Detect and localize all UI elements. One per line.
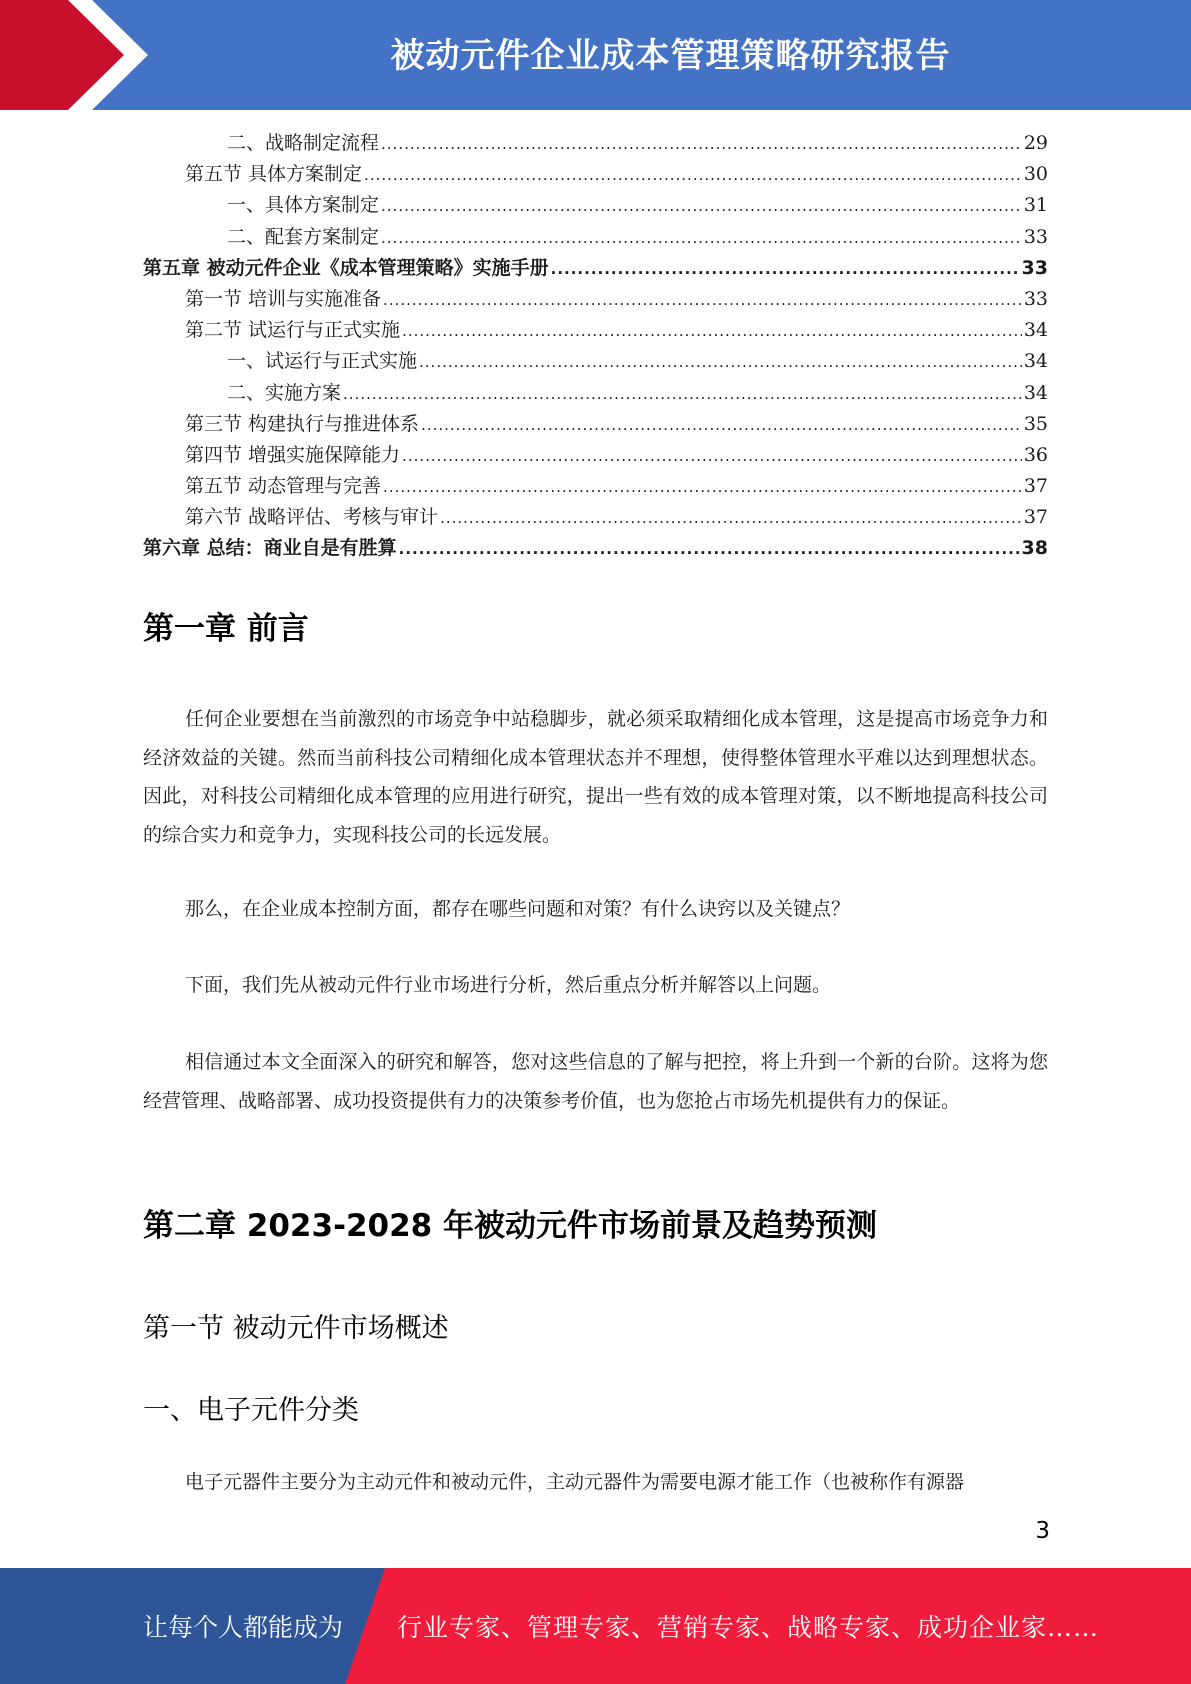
toc-entry-label: 第二节 试运行与正式实施 (185, 319, 401, 342)
toc-entry-page: 33 (1023, 225, 1048, 248)
subsection-heading: 一、电子元件分类 (143, 1395, 359, 1426)
toc-entry-page: 29 (1023, 132, 1048, 154)
chapter-1-heading: 第一章 前言 (143, 611, 309, 647)
toc-entry-page: 33 (1021, 256, 1048, 279)
toc-leader-dots (343, 379, 1022, 410)
toc-entry-page: 34 (1023, 319, 1048, 342)
toc-entry-label: 第五节 动态管理与完善 (185, 475, 382, 498)
toc-entry-label: 第五章 被动元件企业《成本管理策略》实施手册 (143, 256, 549, 279)
toc-entry-page: 37 (1023, 475, 1048, 498)
toc-entry[interactable] (143, 440, 1048, 471)
section-heading: 第一节 被动元件市场概述 (143, 1313, 449, 1344)
toc-entry-page: 36 (1023, 443, 1048, 466)
toc-entry[interactable] (143, 315, 1048, 346)
toc-entry-page: 31 (1023, 194, 1048, 217)
toc-leader-dots (402, 316, 1022, 347)
toc-entry-label: 二、战略制定流程 (227, 132, 380, 154)
chapter-2-paragraph: 电子元器件主要分为主动元件和被动元件，主动元器件为需要电源才能工作（也被称作有源器 (185, 1471, 965, 1493)
toc-entry-label: 第六章 总结：商业自是有胜算 (143, 537, 397, 560)
chapter-1-paragraph-2: 那么，在企业成本控制方面，都存在哪些问题和对策？有什么诀窍以及关键点？ (185, 898, 851, 920)
header-arrow-decoration (0, 0, 160, 110)
toc-entry-page: 30 (1023, 163, 1048, 186)
footer-slogan-left: 让每个人都能成为 (143, 1613, 344, 1642)
toc-entry-label: 第五节 具体方案制定 (185, 163, 363, 186)
toc-entry[interactable] (143, 253, 1048, 284)
toc-entry-page: 38 (1021, 537, 1048, 560)
toc-entry-label: 一、试运行与正式实施 (227, 350, 418, 373)
toc-leader-dots (399, 534, 1020, 565)
toc-entry-label: 第四节 增强实施保障能力 (185, 443, 401, 466)
toc-entry-label: 第三节 构建执行与推进体系 (185, 412, 420, 435)
page-number: 3 (1035, 1518, 1050, 1544)
toc-entry-page: 35 (1023, 412, 1048, 435)
toc-entry[interactable] (143, 284, 1048, 315)
toc-entry[interactable] (143, 159, 1048, 190)
table-of-contents (143, 128, 1048, 565)
toc-leader-dots (419, 347, 1022, 378)
toc-entry-label: 一、具体方案制定 (227, 194, 380, 217)
toc-leader-dots (383, 285, 1022, 316)
toc-entry-label: 二、配套方案制定 (227, 225, 380, 248)
document-title: 被动元件企业成本管理策略研究报告 (390, 35, 951, 76)
toc-entry[interactable] (143, 128, 1048, 159)
toc-leader-dots (381, 223, 1022, 254)
toc-entry[interactable] (143, 346, 1048, 377)
toc-entry[interactable] (143, 190, 1048, 221)
toc-leader-dots (421, 410, 1022, 441)
toc-leader-dots (381, 191, 1022, 222)
toc-leader-dots (440, 503, 1022, 534)
toc-leader-dots (551, 254, 1020, 285)
toc-leader-dots (383, 472, 1022, 503)
toc-entry[interactable] (143, 533, 1048, 564)
toc-leader-dots (381, 129, 1022, 160)
toc-entry[interactable] (143, 502, 1048, 533)
chapter-1-paragraph-4: 相信通过本文全面深入的研究和解答，您对这些信息的了解与把控，将上升到一个新的台阶。这将为您经营管理、战略部署、成功投资提供有力的决策参考价值，也为您抢占市场先机提供有力的保证。 (143, 1051, 1048, 1112)
toc-entry-label: 第六节 战略评估、考核与审计 (185, 506, 439, 529)
toc-leader-dots (364, 160, 1022, 191)
toc-entry-page: 33 (1023, 287, 1048, 310)
chapter-1-paragraph-1: 任何企业要想在当前激烈的市场竞争中站稳脚步，就必须采取精细化成本管理，这是提高市场竞争力和经济效益的关键。然而当前科技公司精细化成本管理状态并不理想，使得整体管理水平难以达到理想状态。因此，对科技公司精细化成本管理的应用进行研究，提出一些有效的成本管理对策，以不断地提高科技公司的综合实力和竞争力，实现科技公司的长远发展。 (143, 708, 1048, 846)
toc-entry-label: 第一节 培训与实施准备 (185, 287, 382, 310)
toc-leader-dots (402, 441, 1022, 472)
toc-entry-page: 34 (1023, 350, 1048, 373)
toc-entry[interactable] (143, 471, 1048, 502)
toc-entry[interactable] (143, 222, 1048, 253)
toc-entry-label: 二、实施方案 (227, 381, 342, 404)
chapter-1-paragraph-3: 下面，我们先从被动元件行业市场进行分析，然后重点分析并解答以上问题。 (185, 974, 832, 996)
toc-entry-page: 34 (1023, 381, 1048, 404)
toc-entry-page: 37 (1023, 506, 1048, 529)
footer-banner (0, 1568, 1191, 1684)
header-banner (0, 0, 1191, 110)
footer-slogan-right: 行业专家、管理专家、营销专家、战略专家、成功企业家…… (397, 1613, 1100, 1642)
toc-entry[interactable] (143, 378, 1048, 409)
chapter-2-heading: 第二章 2023-2028 年被动元件市场前景及趋势预测 (143, 1208, 878, 1244)
toc-entry[interactable] (143, 409, 1048, 440)
